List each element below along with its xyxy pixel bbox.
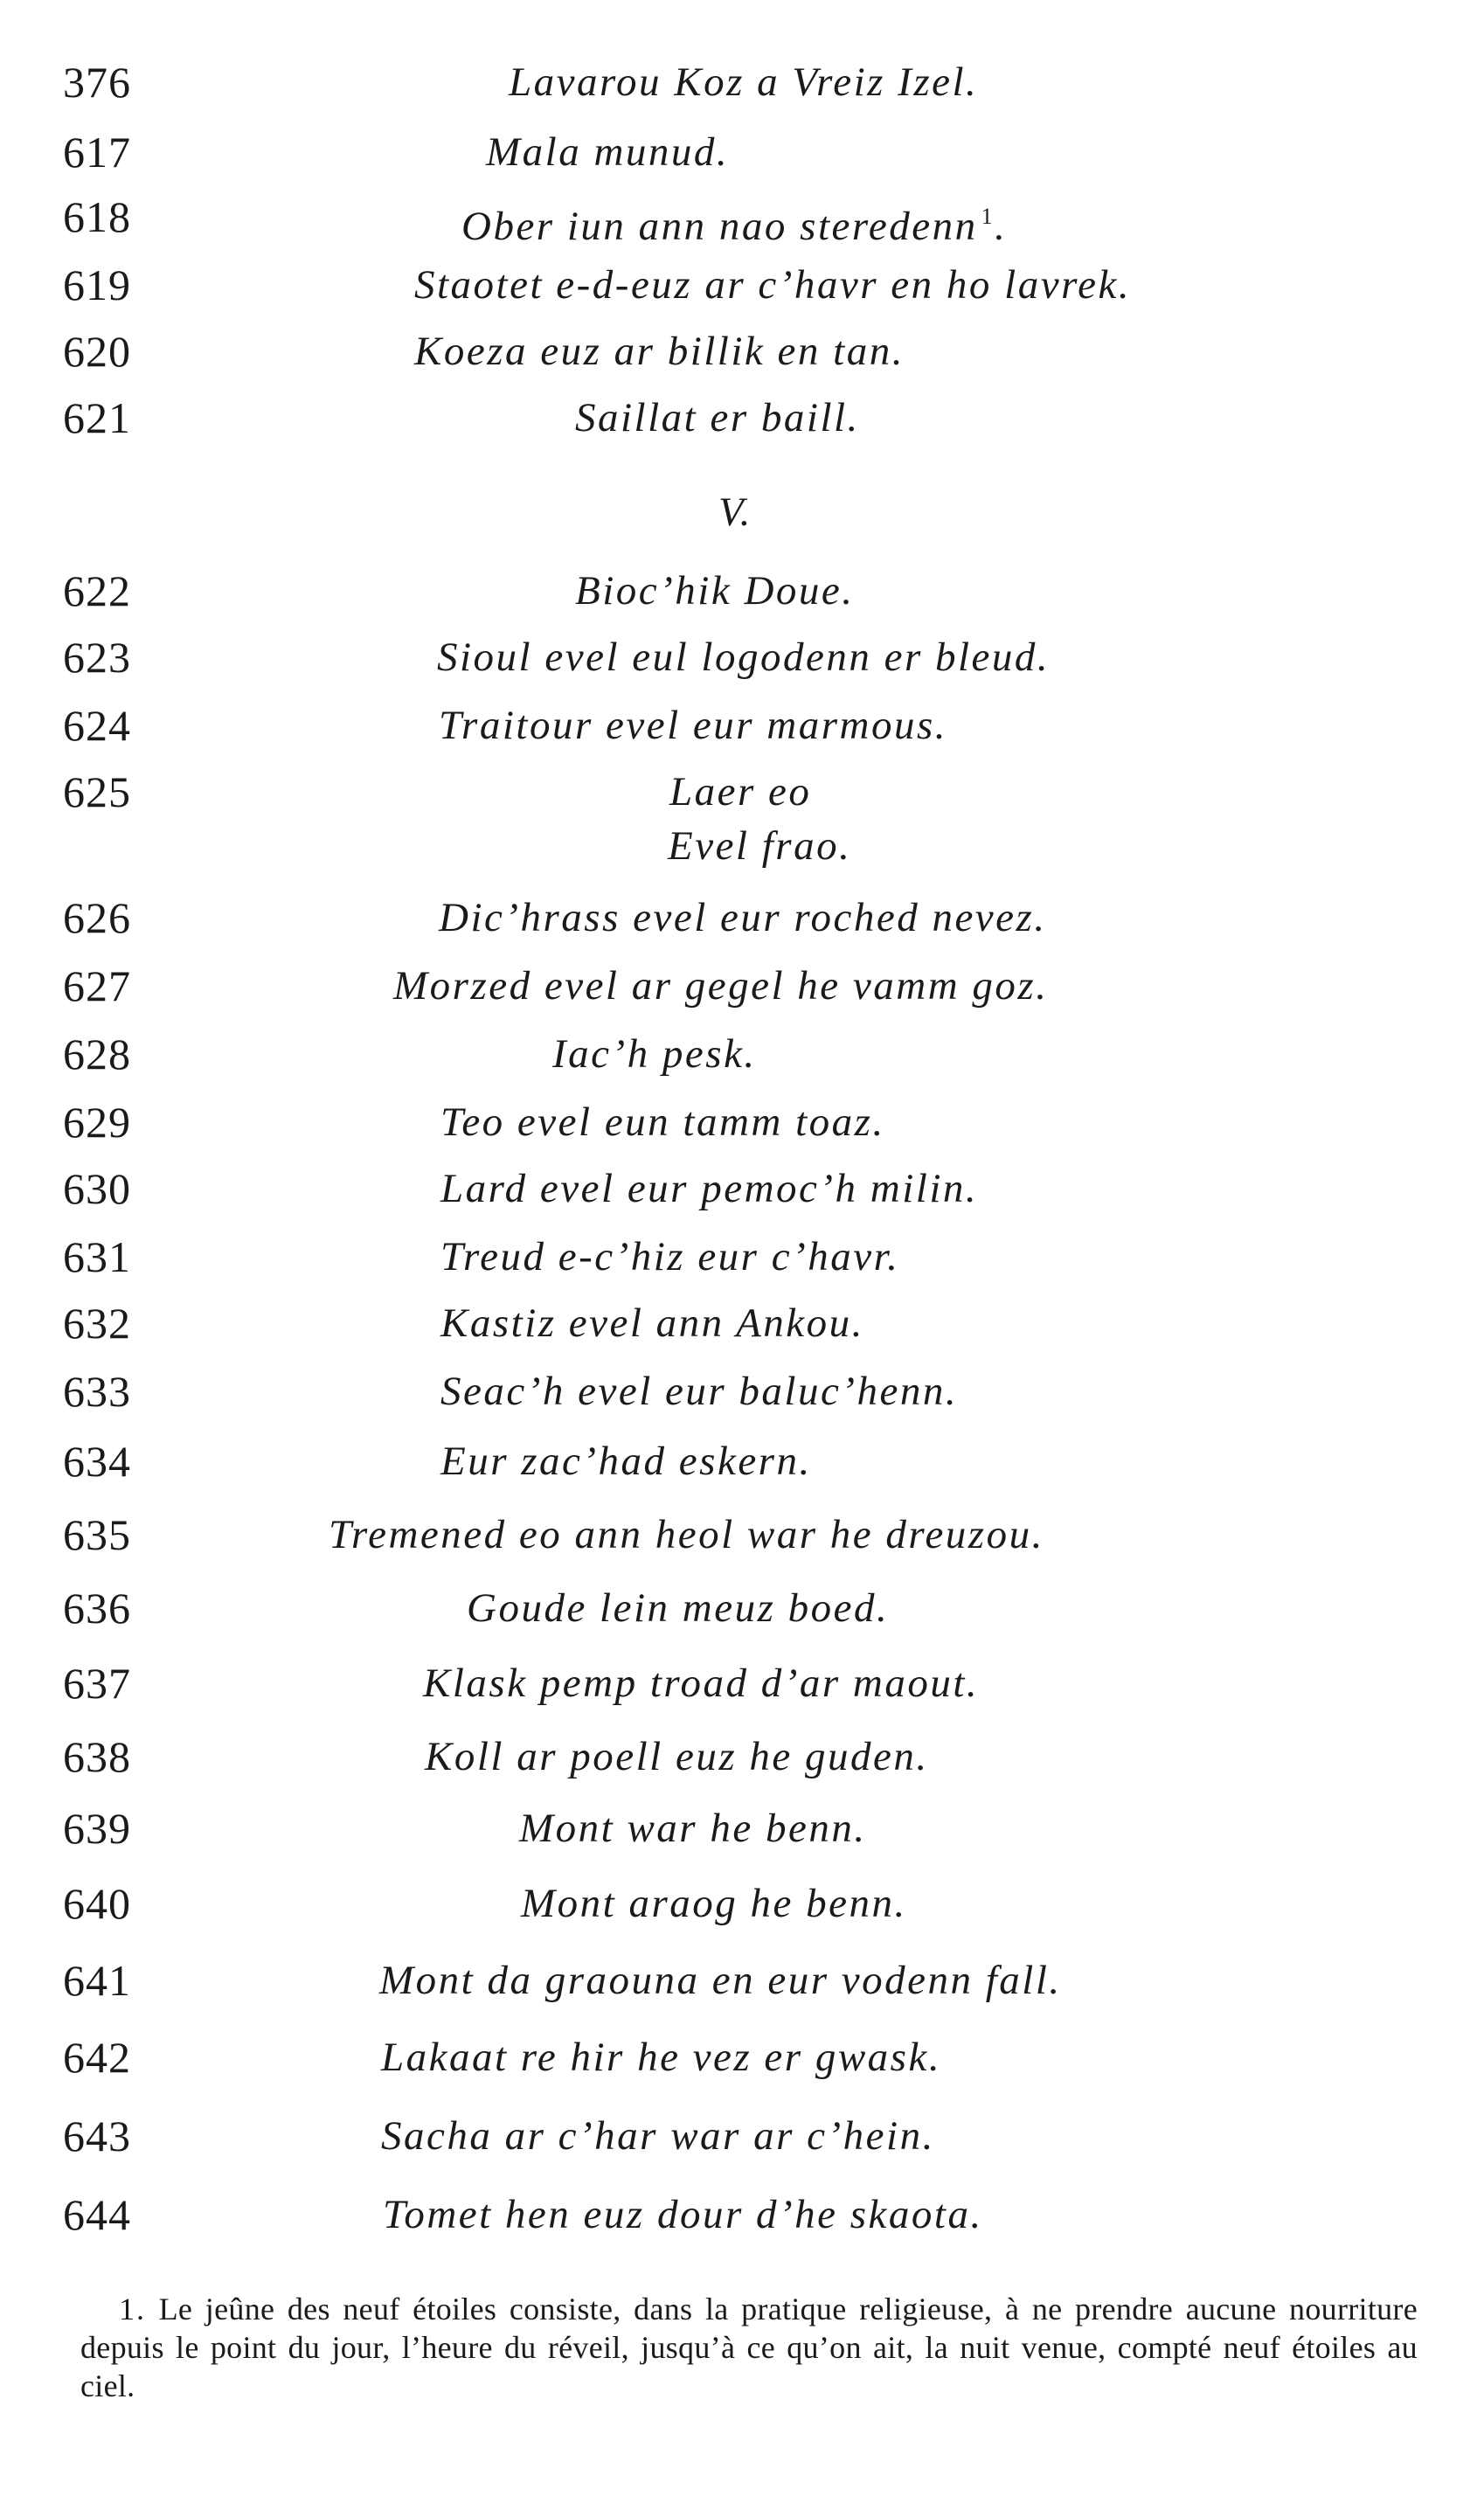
footnote: [80, 2290, 1418, 2405]
footnote-text: Le jeûne des neuf étoiles consiste, dans la pratique religieuse, à ne prendre aucune nourriture depuis le point du jour, l’heure du réveil, jusqu’à ce qu’on ait, la nuit venue, compté neuf étoiles au ciel.: [80, 2292, 1418, 2403]
verse-line: [0, 1019, 1484, 1089]
line-number: 642: [63, 2033, 131, 2082]
line-number: 618: [63, 192, 131, 241]
line-number: 629: [63, 1098, 131, 1147]
section-heading: V.: [718, 489, 752, 535]
line-number: 635: [63, 1510, 131, 1559]
verse-line: [0, 2101, 1484, 2171]
verse-line: [0, 1222, 1484, 1292]
verse-text: Eur zac’had eskern.: [440, 1439, 812, 1484]
verse-text: Teo evel eun tamm toaz.: [440, 1099, 885, 1145]
verse-text: Sacha ar c’har war ar c’hein.: [381, 2113, 935, 2159]
verse-text: Morzed evel ar gegel he vamm goz.: [393, 963, 1049, 1009]
verse-line: [0, 1573, 1484, 1643]
verse-text: Lakaat re hir he vez er gwask.: [381, 2035, 942, 2080]
verse-text: Treud e-c’hiz eur c’havr.: [440, 1234, 900, 1279]
verse-line: [0, 690, 1484, 760]
verse-text: Laer eo: [669, 769, 812, 815]
verse-line: [0, 2022, 1484, 2092]
verse-line: [0, 1288, 1484, 1358]
verse-line: [0, 1500, 1484, 1570]
line-number: 621: [63, 393, 131, 442]
line-number: 644: [63, 2190, 131, 2239]
line-number: 376: [63, 58, 131, 107]
line-number: 624: [63, 701, 131, 750]
verse-text: Koll ar poell euz he guden.: [425, 1734, 929, 1779]
footnote-marker: 1.: [119, 2292, 146, 2326]
verse-text: Klask pemp troad d’ar maout.: [423, 1661, 980, 1706]
verse-line: [0, 1722, 1484, 1792]
verse-text: Lavarou Koz a Vreiz Izel.: [509, 59, 979, 105]
line-number: 634: [63, 1437, 131, 1486]
verse-text: Tomet hen euz dour d’he skaota.: [383, 2192, 983, 2237]
verse-text: Dic’hrass evel eur roched nevez.: [439, 895, 1047, 940]
verse-line: [0, 2180, 1484, 2250]
line-number: 620: [63, 327, 131, 376]
line-number: 631: [63, 1232, 131, 1281]
footnote-reference[interactable]: 1: [981, 204, 995, 229]
verse-line: [0, 1945, 1484, 2015]
verse-text: Evel frao.: [668, 823, 852, 869]
line-number: 619: [63, 260, 131, 309]
verse-text: Mont araog he benn.: [521, 1881, 907, 1926]
verse-text: Traitour evel eur marmous.: [439, 703, 947, 748]
verse-line: [0, 1648, 1484, 1718]
verse-text: Sioul evel eul logodenn er bleud.: [437, 634, 1051, 680]
verse-text: Koeza euz ar billik en tan.: [414, 329, 905, 374]
line-number: 630: [63, 1164, 131, 1213]
verse-text: Seac’h evel eur baluc’henn.: [440, 1369, 959, 1414]
verse-line: [0, 1087, 1484, 1157]
verse-text: Kastiz evel ann Ankou.: [440, 1300, 864, 1346]
verse-line: [0, 1869, 1484, 1938]
verse-line: [0, 1356, 1484, 1426]
line-number: 625: [63, 767, 131, 816]
verse-line: [0, 556, 1484, 626]
line-number: 623: [63, 633, 131, 682]
verse-text: Mala munud.: [486, 129, 730, 175]
verse-line: [0, 250, 1484, 320]
verse-line: [0, 951, 1484, 1021]
line-number: 633: [63, 1367, 131, 1416]
line-number: 640: [63, 1879, 131, 1928]
line-number: 627: [63, 961, 131, 1010]
verse-line-continuation: [0, 811, 1484, 881]
verse-line: [0, 316, 1484, 386]
line-number: 617: [63, 128, 131, 177]
verse-line: [0, 383, 1484, 453]
verse-text: Mont war he benn.: [519, 1806, 867, 1851]
verse-line: [0, 117, 1484, 187]
verse-line: [0, 1793, 1484, 1863]
line-number: 628: [63, 1030, 131, 1078]
line-number: 641: [63, 1956, 131, 2005]
verse-text: Goude lein meuz boed.: [467, 1585, 890, 1631]
verse-text: Ober iun ann nao steredenn: [461, 204, 978, 249]
line-number: 622: [63, 566, 131, 615]
verse-text: Lard evel eur pemoc’h milin.: [440, 1166, 979, 1211]
verse-line: [0, 47, 1484, 117]
line-number: 626: [63, 893, 131, 942]
verse-line: [0, 182, 1484, 252]
verse-line: [0, 1426, 1484, 1496]
line-number: 638: [63, 1732, 131, 1781]
verse-text: Bioc’hik Doue.: [575, 568, 855, 614]
verse-text: Saillat er baill.: [575, 395, 860, 440]
line-number: 639: [63, 1804, 131, 1853]
verse-text: Mont da graouna en eur vodenn fall.: [379, 1958, 1062, 2003]
line-number: 636: [63, 1584, 131, 1633]
verse-punctuation: .: [995, 204, 1008, 249]
line-number: 632: [63, 1299, 131, 1348]
verse-text: Staotet e-d-euz ar c’havr en ho lavrek.: [414, 262, 1132, 308]
line-number: 643: [63, 2111, 131, 2160]
verse-text: Iac’h pesk.: [552, 1031, 757, 1077]
verse-line: [0, 1154, 1484, 1224]
section-heading-row: [0, 477, 1484, 547]
verse-line: [0, 883, 1484, 953]
verse-text: Tremened eo ann heol war he dreuzou.: [329, 1512, 1044, 1557]
verse-line: [0, 622, 1484, 692]
line-number: 637: [63, 1659, 131, 1708]
